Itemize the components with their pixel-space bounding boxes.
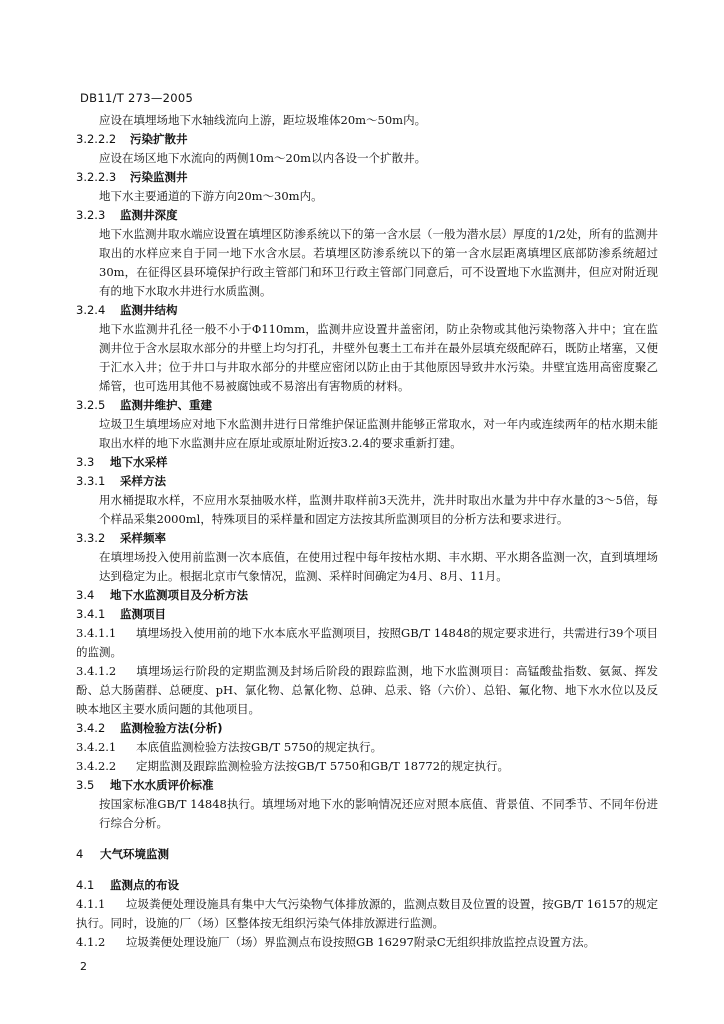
- section-number: 3.2.2.3: [76, 170, 117, 184]
- section-number: 3.2.4: [76, 303, 106, 317]
- clause-3-4-1-2: [76, 662, 658, 719]
- clause-text: 填埋场运行阶段的定期监测及封场后阶段的跟踪监测，地下水监测项目：高锰酸盐指数、氨氮、挥发酚、总大肠菌群、总硬度、pH、氯化物、总氰化物、总砷、总汞、铬（六价）、总铅、氟化物、地下水水位以及反映本地区主要水质问题的其他项目。: [76, 664, 658, 716]
- section-title: 污染监测井: [130, 170, 188, 184]
- section-title: 监测点的布设: [110, 878, 179, 892]
- clause-text: 填埋场投入使用前的地下水本底水平监测项目，按照GB/T 14848的规定要求进行，共需进行39个项目的监测。: [76, 626, 658, 659]
- section-number: 3.3.2: [76, 531, 106, 545]
- standard-code: DB11/T 273—2005: [80, 91, 194, 105]
- paragraph: 垃圾卫生填埋场应对地下水监测井进行日常维护保证监测井能够正常取水，对一年内或连续两年的枯水期未能取出水样的地下水监测井应在原址或原址附近按3.2.4的要求重新打建。: [99, 417, 658, 450]
- heading-3-2-5: [76, 396, 658, 415]
- section-title: 地下水监测项目及分析方法: [110, 588, 248, 602]
- heading-3-2-2-3: [76, 168, 658, 187]
- section-number: 3.3.1: [76, 474, 106, 488]
- heading-3-3: [76, 453, 658, 472]
- section-gap: [76, 864, 658, 876]
- paragraph: 应设在场区地下水流向的两侧10m～20m以内各设一个扩散井。: [99, 151, 427, 165]
- paragraph: 地下水主要通道的下游方向20m～30m内。: [99, 189, 323, 203]
- paragraph: 地下水监测井取水端应设置在填埋区防渗系统以下的第一含水层（一般为潜水层）厚度的1/2处，所有的监测井取出的水样应来自于同一地下水含水层。若填埋区防渗系统以下的第一含水层距离填埋区底部防渗系统超过30m，在征得区县环境保护行政主管部门和环卫行政主管部门同意后，可不设置地下水监测井，但应对附近现有的地下水取水井进行水质监测。: [99, 227, 658, 298]
- section-title: 地下水水质评价标准: [110, 778, 214, 792]
- heading-3-3-1: [76, 472, 658, 491]
- section-title: 监测井深度: [120, 208, 178, 222]
- clause-text: 垃圾粪便处理设施具有集中大气污染物气体排放源的，监测点数目及位置的设置，按GB/T 16157的规定执行。同时，设施的厂（场）区整体按无组织污染气体排放源进行监测。: [76, 897, 658, 930]
- section-number: 3.3: [76, 455, 95, 469]
- clause-text: 垃圾粪便处理设施厂（场）界监测点布设按照GB 16297附录C无组织排放监控点设置方法。: [126, 935, 596, 949]
- section-title: 大气环境监测: [100, 847, 169, 861]
- section-title: 监测井维护、重建: [120, 398, 212, 412]
- clause-number: 3.4.1.2: [76, 664, 117, 678]
- paragraph: 用水桶提取水样，不应用水泵抽吸水样，监测井取样前3天洗井，洗井时取出水量为井中存水量的3～5倍，每个样品采集2000ml，特殊项目的采样量和固定方法按其所监测项目的分析方法和要求进行。: [99, 493, 658, 526]
- section-number: 4.1: [76, 878, 95, 892]
- heading-3-3-2: [76, 529, 658, 548]
- clause-number: 3.4.2.1: [76, 740, 117, 754]
- section-title: 监测检验方法(分析): [120, 721, 223, 735]
- paragraph: 地下水监测井孔径一般不小于Φ110mm，监测井应设置井盖密闭，防止杂物或其他污染物落入井中；宜在监测井位于含水层取水部分的井壁上均匀打孔，井壁外包裹土工布并在最外层填充级配碎石，既防止堵塞，又便于汇水入井；位于井口与井取水部分的井壁应密闭以防止由于其他原因导致井水污染。井壁宜选用高密度聚乙烯管，也可选用其他不易被腐蚀或不易溶出有害物质的材料。: [99, 322, 658, 393]
- heading-3-2-4: [76, 301, 658, 320]
- section-title: 采样方法: [120, 474, 166, 488]
- section-title: 监测井结构: [120, 303, 178, 317]
- heading-3-2-2-2: [76, 130, 658, 149]
- section-number: 3.4.2: [76, 721, 106, 735]
- document-body: [76, 111, 658, 952]
- paragraph: 按国家标准GB/T 14848执行。填埋场对地下水的影响情况还应对照本底值、背景值、不同季节、不同年份进行综合分析。: [99, 797, 658, 830]
- heading-3-2-3: [76, 206, 658, 225]
- paragraph: 应设在填埋场地下水轴线流向上游，距垃圾堆体20m～50m内。: [99, 113, 427, 127]
- page-number: 2: [80, 960, 87, 973]
- section-number: 3.2.2.2: [76, 132, 117, 146]
- heading-4: [76, 845, 658, 864]
- heading-4-1: [76, 876, 658, 895]
- section-number: 3.4.1: [76, 607, 106, 621]
- section-title: 采样频率: [120, 531, 166, 545]
- section-gap: [76, 833, 658, 845]
- clause-4-1-2: [76, 933, 658, 952]
- section-title: 污染扩散井: [130, 132, 188, 146]
- section-number: 3.4: [76, 588, 95, 602]
- clause-number: 3.4.1.1: [76, 626, 117, 640]
- heading-3-4-1: [76, 605, 658, 624]
- section-number: 3.2.3: [76, 208, 106, 222]
- clause-number: 3.4.2.2: [76, 759, 117, 773]
- clause-4-1-1: [76, 895, 658, 933]
- clause-3-4-2-1: [76, 738, 658, 757]
- section-number: 4: [76, 847, 84, 861]
- heading-3-4-2: [76, 719, 658, 738]
- section-number: 3.5: [76, 778, 95, 792]
- section-title: 监测项目: [120, 607, 166, 621]
- clause-text: 定期监测及跟踪监测检验方法按GB/T 5750和GB/T 18772的规定执行。: [136, 759, 510, 773]
- clause-number: 4.1.2: [76, 935, 106, 949]
- paragraph: 在填埋场投入使用前监测一次本底值，在使用过程中每年按枯水期、丰水期、平水期各监测一次，直到填埋场达到稳定为止。根据北京市气象情况，监测、采样时间确定为4月、8月、11月。: [99, 550, 658, 583]
- section-title: 地下水采样: [110, 455, 168, 469]
- clause-text: 本底值监测检验方法按GB/T 5750的规定执行。: [136, 740, 383, 754]
- section-number: 3.2.5: [76, 398, 106, 412]
- heading-3-4: [76, 586, 658, 605]
- clause-3-4-2-2: [76, 757, 658, 776]
- heading-3-5: [76, 776, 658, 795]
- clause-number: 4.1.1: [76, 897, 106, 911]
- clause-3-4-1-1: [76, 624, 658, 662]
